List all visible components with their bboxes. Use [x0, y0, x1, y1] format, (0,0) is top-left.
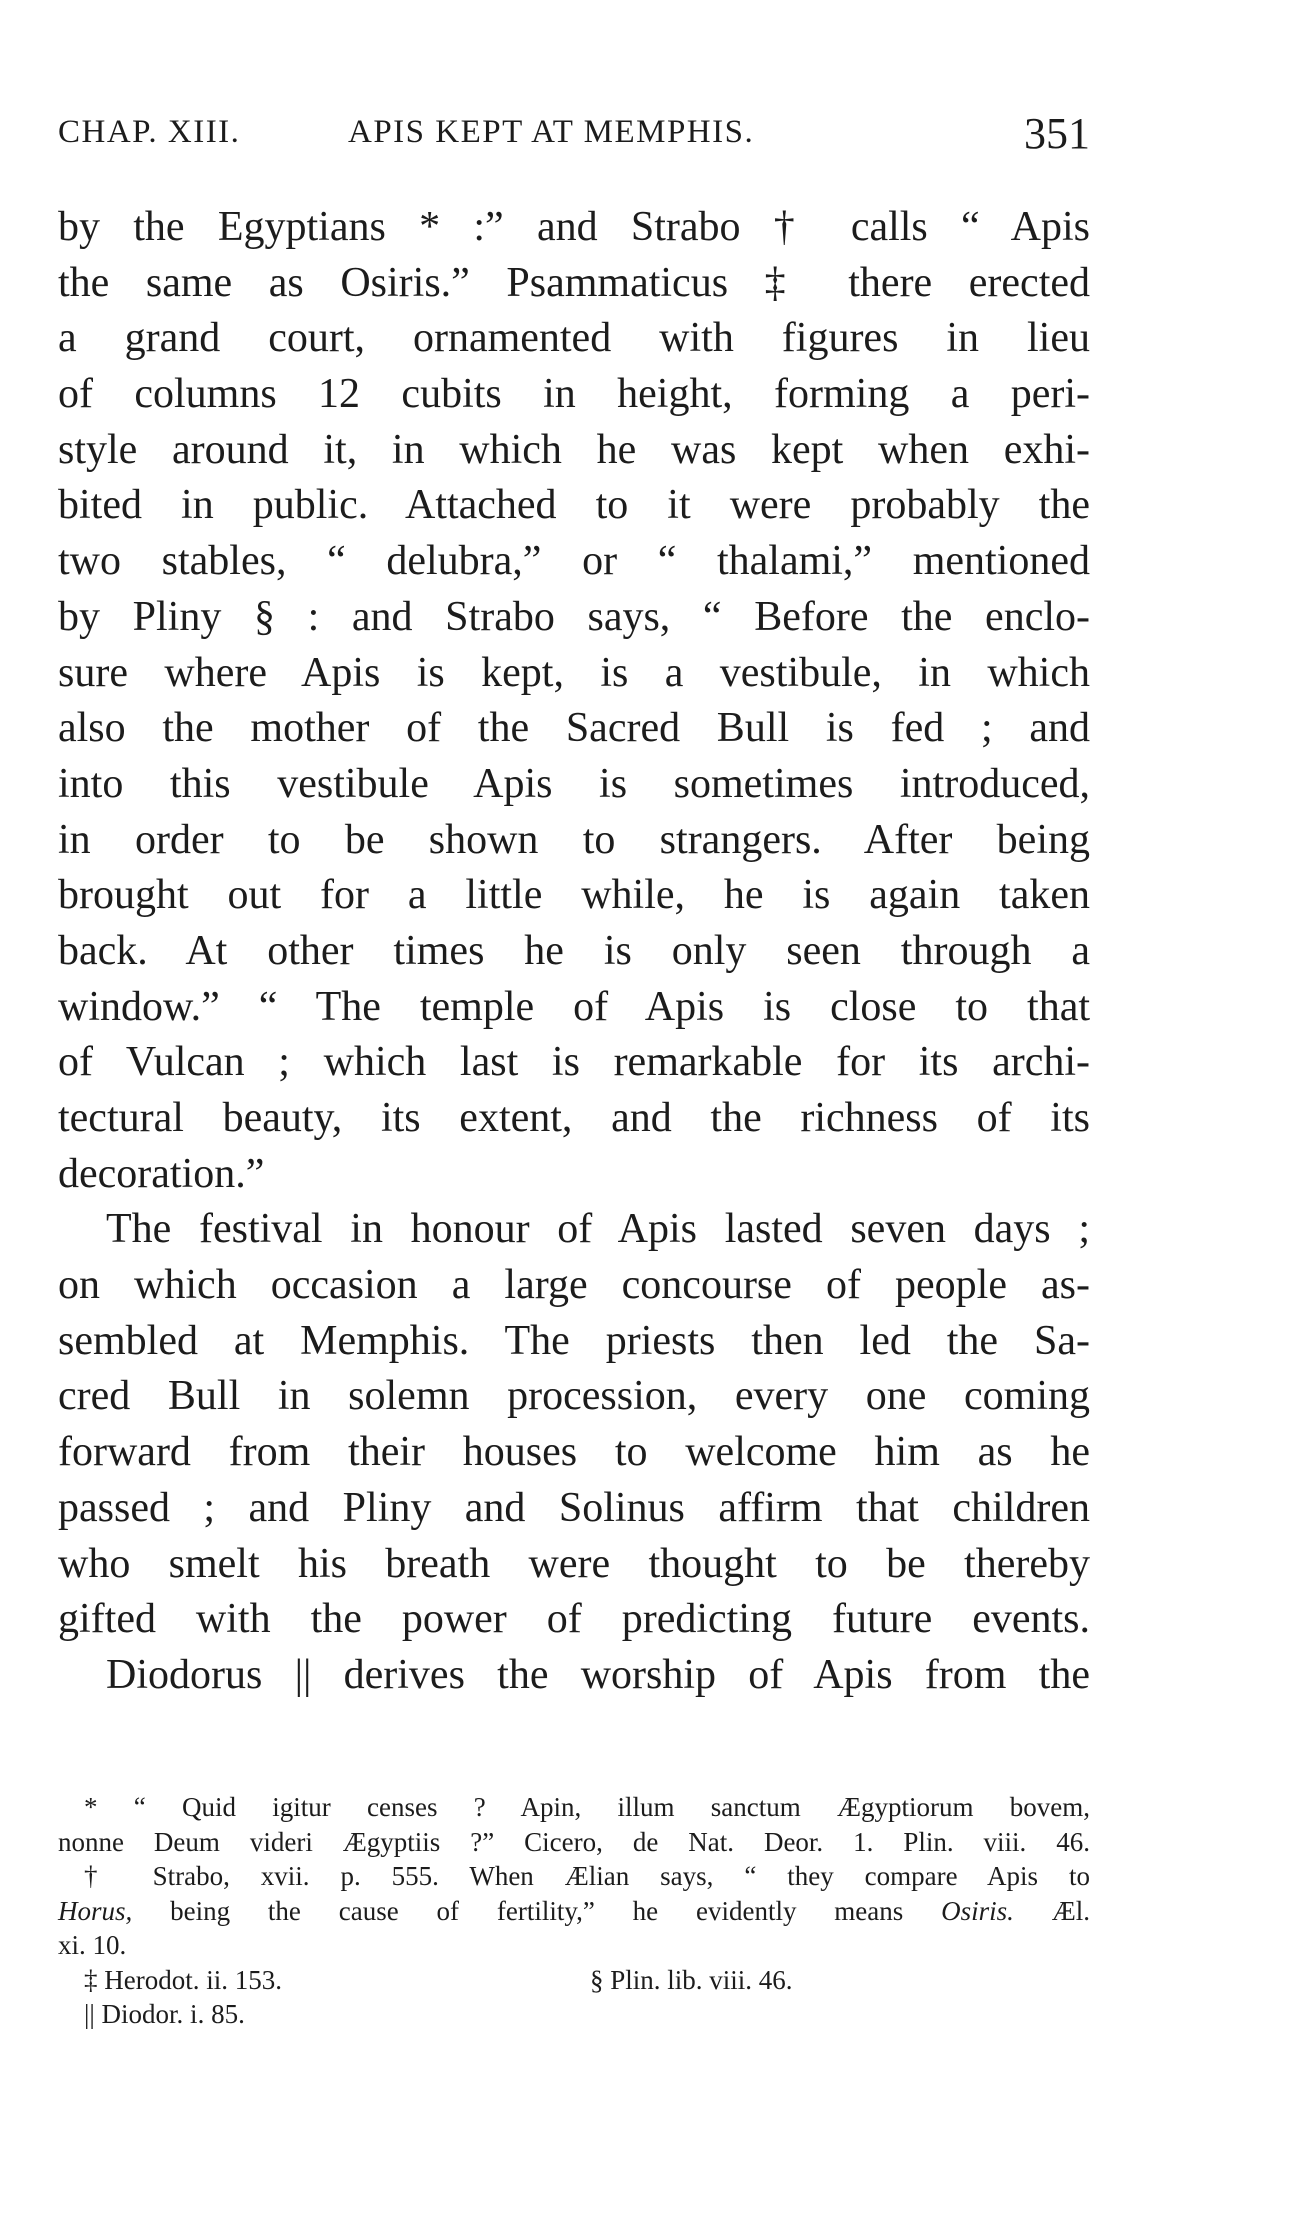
- text-line: by Pliny § : and Strabo says, “ Before the enclo-: [58, 593, 1090, 640]
- footnote-line: nonne Deum videri Ægyptiis ?” Cicero, de Nat. Deor. 1. Plin. viii. 46.: [58, 1826, 1090, 1857]
- text-line: sembled at Memphis. The priests then led the Sa-: [58, 1317, 1090, 1364]
- text-line: window.” “ The temple of Apis is close to that: [58, 983, 1090, 1030]
- text-line: gifted with the power of predicting future events.: [58, 1596, 1090, 1643]
- text-line: who smelt his breath were thought to be thereby: [58, 1540, 1090, 1587]
- text-line: a grand court, ornamented with figures in lieu: [58, 315, 1090, 362]
- text-line: by the Egyptians * :” and Strabo † calls “ Apis: [58, 204, 1090, 250]
- chapter-label: CHAP. XIII.: [58, 114, 241, 150]
- text-line: bited in public. Attached to it were probably the: [58, 482, 1090, 529]
- footnote-line: † Strabo, xvii. p. 555. When Ælian says, “ they compare Apis to: [84, 1861, 1090, 1891]
- text-line: passed ; and Pliny and Solinus affirm that children: [58, 1484, 1090, 1531]
- text-line: of Vulcan ; which last is remarkable for its archi-: [58, 1039, 1090, 1086]
- text-line: forward from their houses to welcome him as he: [58, 1429, 1090, 1476]
- footnote-plin: § Plin. lib. viii. 46.: [590, 1964, 793, 1995]
- footnote-line: [58, 1894, 1090, 1929]
- text-line: also the mother of the Sacred Bull is fed ; and: [58, 705, 1090, 752]
- text-line: two stables, “ delubra,” or “ thalami,” mentioned: [58, 538, 1090, 585]
- footnote-italic: Horus,: [58, 1895, 133, 1926]
- text-line: on which occasion a large concourse of people as-: [58, 1262, 1090, 1309]
- page-number: 351: [1024, 109, 1090, 158]
- running-header: [58, 108, 1090, 160]
- footnote-line: xi. 10.: [58, 1930, 127, 1960]
- footnote-text: being the cause of fertility,” he evidently means: [132, 1895, 942, 1926]
- text-line: The festival in honour of Apis lasted seven days ;: [106, 1206, 1090, 1253]
- footnote-italic: Osiris.: [941, 1895, 1014, 1926]
- text-line: sure where Apis is kept, is a vestibule, in which: [58, 649, 1090, 696]
- main-text: [58, 200, 1090, 1704]
- text-line: Diodorus || derives the worship of Apis from the: [106, 1651, 1090, 1698]
- running-title: APIS KEPT AT MEMPHIS.: [348, 114, 755, 150]
- footnote-herodot: ‡ Herodot. ii. 153.: [84, 1964, 282, 1995]
- text-line: decoration.”: [58, 1150, 265, 1197]
- footnote-line: || Diodor. i. 85.: [84, 1999, 245, 2029]
- text-line: back. At other times he is only seen through a: [58, 927, 1090, 974]
- text-line: tectural beauty, its extent, and the richness of its: [58, 1095, 1090, 1141]
- text-line: into this vestibule Apis is sometimes introduced,: [58, 760, 1090, 807]
- footnote-line: [58, 1963, 1090, 1998]
- text-line: of columns 12 cubits in height, forming a peri-: [58, 371, 1090, 418]
- footnote-text: Æl.: [1013, 1895, 1091, 1926]
- text-line: style around it, in which he was kept when exhi-: [58, 426, 1090, 473]
- footnotes: [58, 1790, 1090, 2032]
- footnote-line: * “ Quid igitur censes ? Apin, illum sanctum Ægyptiorum bovem,: [84, 1792, 1090, 1822]
- text-line: in order to be shown to strangers. After being: [58, 816, 1090, 863]
- text-line: brought out for a little while, he is again taken: [58, 872, 1090, 919]
- text-line: the same as Osiris.” Psammaticus ‡ there erected: [58, 259, 1090, 306]
- text-line: cred Bull in solemn procession, every one coming: [58, 1373, 1090, 1420]
